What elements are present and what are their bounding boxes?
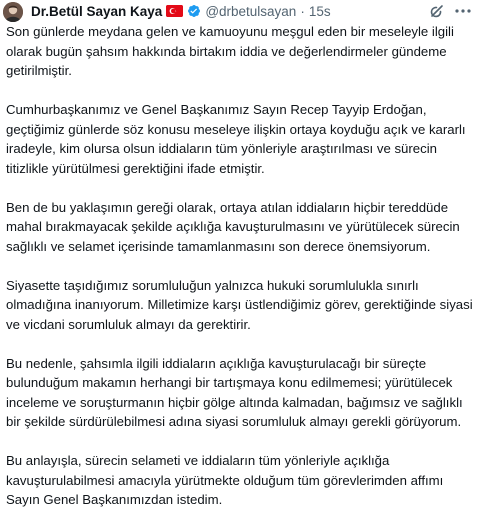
more-icon[interactable] <box>453 3 473 19</box>
author-name[interactable]: Dr.Betül Sayan Kaya <box>31 3 163 19</box>
author-handle[interactable]: @drbetulsayan <box>205 3 297 19</box>
turkey-flag-icon <box>166 5 183 17</box>
tweet-paragraph: Bu anlayışla, sürecin selameti ve iddiaların tüm yönleriyle açıklığa kavuşturulabilmesi amacıyla yürütmekte olduğum tüm görevlerimden affımı Sayın Genel Başkanımızdan istedim. <box>6 453 444 507</box>
tweet-body <box>6 22 478 529</box>
tweet-paragraph: Ben de bu yaklaşımın gereği olarak, ortaya atılan iddiaların hiçbir tereddüde mahal bırakmayacak şekilde açıklığa kavuşturulmasını ve yürütülecek sürecin sağlıklı ve selamet içerisinde tamamlanmasını son derece önemsiyorum. <box>6 199 460 254</box>
tweet-paragraph: Cumhurbaşkanımız ve Genel Başkanımız Sayın Recep Tayyip Erdoğan, geçtiğimiz günlerde söz konusu meseleye ilişkin ortaya koyduğu açık ve kararlı iradeyle, kim olursa olsun iddiaların tüm yönleriyle araştırılması ve sürecin titizlikle yürütülmesi gerektiğini ifade etmiştir. <box>6 102 466 176</box>
grok-icon[interactable] <box>429 3 445 19</box>
author-avatar[interactable] <box>3 2 23 22</box>
separator-dot: · <box>300 3 305 19</box>
tweet-paragraph: Bu nedenle, şahsımla ilgili iddiaların açıklığa kavuşturulacağı bir süreçte bulunduğum makamın herhangi bir tartışmaya konu edilmemesi; yürütülecek inceleme ve soruşturmanın hiçbir gölge altında kalmadan, bağımsız ve sağlıklı bir şekilde sürdürülebilmesi adına siyasi sorumluluk almayı gerekli görüyorum. <box>6 355 463 429</box>
tweet-paragraph: Son günlerde meydana gelen ve kamuoyunu meşgul eden bir meseleyle ilgili olarak bugün şahsım hakkında birtakım iddia ve değerlendirmeler gündeme getirilmiştir. <box>6 24 454 78</box>
tweet-paragraph: Siyasette taşıdığımız sorumluluğun yalnızca hukuki sorumlulukla sınırlı olmadığına inanıyorum. Milletimize karşı üstlendiğimiz görev, gerektiğinde siyasi ve vicdani sorumluluk almayı da gerektirir. <box>6 277 473 332</box>
verified-badge-icon <box>187 4 201 18</box>
tweet-header <box>31 1 331 21</box>
tweet-timestamp[interactable]: 15s <box>308 3 331 19</box>
